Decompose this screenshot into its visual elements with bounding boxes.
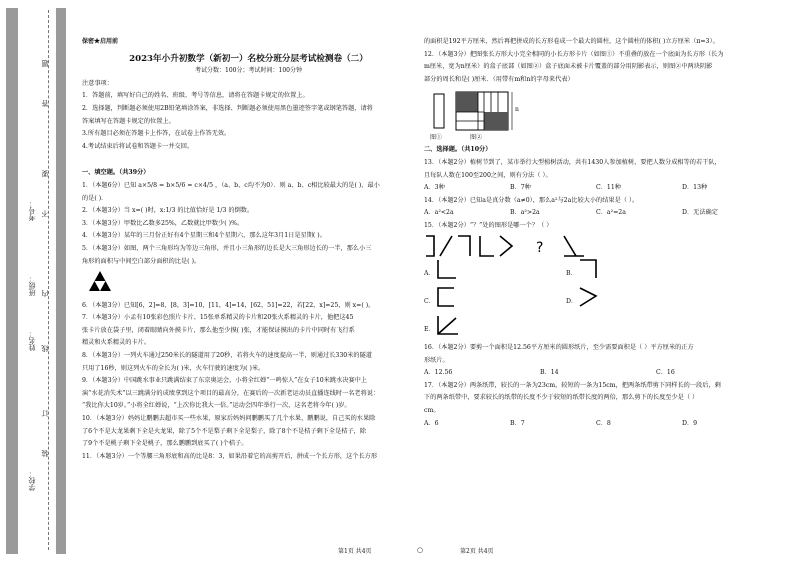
question-17-options xyxy=(424,418,780,431)
question-15: 15．（本题2分）“？”处的图形是哪一个？（ ） xyxy=(424,221,553,229)
q15-option-a-figure xyxy=(434,258,458,280)
binding-char-7: 订 xyxy=(41,410,49,417)
figure-1-caption: 图① xyxy=(430,134,443,142)
dim-n-label: n xyxy=(515,106,519,114)
question-10-cont2: 了9个不是桃子剩下全是桃子，那么鹏鹏到底买了( )个桔子。 xyxy=(82,440,248,448)
binding-char-4: 不 xyxy=(41,210,49,217)
section-1-heading: 一、填空题。（共39分） xyxy=(82,169,150,177)
q14-option-d: D．无法确定 xyxy=(682,209,718,217)
q15-block xyxy=(424,220,780,342)
question-17-cont: 下的两条纸带中，要求较长的纸带的长度不少于较短的纸带长度的两倍，那么剪下的长度至少是（ ） xyxy=(424,394,699,402)
note-2: 2．选择题，判断题必须使用2B铅笔填涂答案，非选择、判断题必须使用黑色墨迹签字笔或钢笔答题，请将 xyxy=(82,104,373,112)
binding-char-5: 内 xyxy=(41,290,49,297)
binding-margin xyxy=(0,0,68,561)
question-17-cont2: cm。 xyxy=(424,406,440,414)
question-1: 1．（本题6分）已知 a×5/8 = b×5/6 = c×4/5 ，（a、b、c均不为0）．则 a、b、c相比较最大的是( )，最小 xyxy=(82,181,380,189)
binding-strip-outer xyxy=(6,8,18,554)
right-column xyxy=(424,36,780,430)
question-12-cont2: 部分的周长和是( )厘米．（用带有m和n的字母来代表） xyxy=(424,75,574,83)
question-2: 2．（本题3分）当 x=( )时，x:1/3 的比值恰好是 1/3 的倒数。 xyxy=(82,207,254,215)
question-7: 7．（本题3分）小孟有10张彩色照片卡片、15张单系精灵的卡片和20张火系精灵的卡片，他把这45 xyxy=(82,314,354,322)
school-label: 学校： xyxy=(28,470,36,491)
id-label: 考号： xyxy=(28,200,36,221)
q15-option-c: C． xyxy=(424,297,435,305)
binding-char-6: 线 xyxy=(41,345,49,352)
question-13: 13．（本题2分）植树节到了，某市举行大型植树活动，共有1430人参加植树，要把人数分成相等的若干队， xyxy=(424,158,721,166)
question-12: 12．（本题3分）把图张长方形大小完全相同的小长方形卡片（如图①）不重叠的放在一个底面为长方形（长为 xyxy=(424,50,724,58)
left-column xyxy=(82,36,415,463)
question-8-cont: 只用了16秒，则这列火车的全长为( )米，火车行驶的速度为( )米。 xyxy=(82,364,265,372)
q13-option-a: A．3种 xyxy=(424,184,445,192)
q15-option-e-figure xyxy=(434,314,462,336)
question-11-cont: 的面积是192平方厘米，然后再把拼成的长方形卷成一个最大的圆柱，这个圆柱的体积( )立方厘米（π=3）。 xyxy=(424,38,719,45)
question-5-cont: 角形的面积与中间空白部分面积的比是( )。 xyxy=(82,257,201,265)
question-3: 3．（本题3分）甲数比乙数多25%，乙数就比甲数少( )%。 xyxy=(82,219,244,227)
figure-2-caption: 图② xyxy=(470,134,483,142)
q15-option-b: B． xyxy=(566,269,577,277)
question-9: 9．（本题3分）中国跳水事业只跳满结束了东京奥运会，小将全红婵“一鸣惊人”在女子10米跳水决赛中上 xyxy=(82,377,368,385)
question-10-cont: 了6个不是大龙果剩下全是火龙果，除了5个不是梨子剩下全是梨子，除了8个不是桔子剩下全是桔子，除 xyxy=(82,427,367,435)
question-16: 16．（本题2分）要剪一个面积是12.56平方厘米的圆形纸片，至少需要面积是（ ）平方厘米的正方 xyxy=(424,343,694,351)
question-4: 4．（本题3分）某年的三月份正好有4个星期三和4个星期六，那么这年3月1日是星期( )。 xyxy=(82,232,326,240)
question-13-options xyxy=(424,182,780,195)
q16-option-c: C．16 xyxy=(656,369,675,377)
q15-option-c-figure xyxy=(434,286,458,308)
q13-option-b: B．7种 xyxy=(510,184,531,192)
triangle-figure xyxy=(88,270,112,292)
q15-option-d-figure xyxy=(576,286,600,308)
class-label: 班级： xyxy=(28,275,36,296)
question-9-cont2: “我比你大10岁。”小将全红婵说，“上次你比我大一倍。”运动会四年举行一次，这名老将今年( )岁。 xyxy=(82,402,351,410)
section-2-heading: 二、选择题。（共10分） xyxy=(424,146,492,154)
q17-option-a: A．6 xyxy=(424,419,439,427)
question-16-options xyxy=(424,367,780,380)
q13-option-c: C．11种 xyxy=(596,184,621,192)
question-1-cont: 的是( )． xyxy=(82,194,108,202)
note-2b: 答案填写在答题卡规定的位置上。 xyxy=(82,117,175,125)
note-1: 1．答题前，填写好自己的姓名、班级、考号等信息，请将在答题卡规定的位置上。 xyxy=(82,92,309,100)
q17-option-b: B．7 xyxy=(510,419,525,427)
question-5: 5．（本题3分）如图，两个三角形均为等边三角形，并且小三角形的边长是大三角形边长的一半，那么小三 xyxy=(82,244,372,252)
svg-text:?: ? xyxy=(536,239,544,256)
q15-option-e: E． xyxy=(424,325,435,333)
q14-option-a: A．a²<2a xyxy=(424,209,454,217)
question-12-cont: m厘米，宽为n厘米）的盒子底部（如图②）盒子底面未被卡片覆盖的部分用阴影表示，则图②中两块阴影 xyxy=(424,63,713,71)
notes-title: 注意事项： xyxy=(82,79,113,87)
question-14: 14．（本题2分）已知a是真分数（a≠0），那么a²与2a比较大小的结果是（ ）。 xyxy=(424,196,639,204)
question-13-cont: 且每队人数在100至200之间，则有分法（ ）。 xyxy=(424,171,552,179)
question-17: 17．（本题2分）两条纸带，较长的一条为23cm，较短的一条为15cm，把两条纸带剪下同样长的一段后，剩 xyxy=(424,381,721,389)
page-footer-left: 第1页 共4页 xyxy=(338,548,372,555)
q15-option-a: A． xyxy=(424,269,435,277)
question-6: 6．（本题3分）已知[6，2]=8，[8，3]=10，[11，4]=14，[62，51]=22，若[22，x]=25，则 x=( )。 xyxy=(82,301,375,309)
q12-figures xyxy=(424,88,780,140)
q16-option-b: B．14 xyxy=(540,369,559,377)
q17-option-c: C．8 xyxy=(596,419,611,427)
exam-subtitle: 考试分数：100分；考试时间：100分钟 xyxy=(195,67,302,75)
question-7-cont: 张卡片放在袋子里，闭着眼睛向外摸卡片，那么他至少摸( )张，才能保证摸出的卡片中同时有飞行系 xyxy=(82,326,355,334)
q15-sequence-figure xyxy=(424,232,624,260)
binding-char-2: 答 xyxy=(41,100,49,107)
page-footer-right: 第2页 共4页 xyxy=(460,548,494,555)
q14-option-b: B．a²>2a xyxy=(510,209,540,217)
exam-title: 2023年小升初数学（新初一）名校分班分层考试检测卷（二） xyxy=(129,53,368,64)
q16-option-a: A．12.56 xyxy=(424,369,453,377)
question-7-cont2: 精灵和火系精灵的卡片。 xyxy=(82,339,151,347)
q15-option-b-figure xyxy=(576,258,600,280)
center-hole-icon: ○ xyxy=(417,546,424,554)
binding-char-1: 题 xyxy=(41,60,49,67)
figure-1-card xyxy=(430,92,450,136)
note-4: 4.考试结束后将试卷和答题卡一并交回。 xyxy=(82,142,194,150)
q13-option-d: D．13种 xyxy=(682,184,708,192)
name-label: 姓名： xyxy=(28,330,36,351)
q14-option-c: C．a²=2a xyxy=(596,209,626,217)
binding-strip-inner xyxy=(56,8,66,554)
q17-option-d: D．9 xyxy=(682,419,698,427)
question-10: 10．（本题3分）妈妈让鹏鹏去超市买一些水果，原家后妈妈问鹏鹏买了几个水果，鹏鹏说，自己买的水果除 xyxy=(82,415,376,423)
binding-char-3: 要 xyxy=(41,170,49,177)
binding-cut-line xyxy=(48,10,49,550)
figure-2-box xyxy=(454,88,524,140)
binding-char-8: 装 xyxy=(41,450,49,457)
question-9-cont: 演“水花消失术”以三跳满分的成绩拿到这个项目的最高分，在赛后的一次新老运动员直播连线时一名老将说： xyxy=(82,389,380,397)
question-16-cont: 形纸片。 xyxy=(424,356,449,364)
q15-option-d: D． xyxy=(566,297,578,305)
question-8: 8．（本题3分）一列火车通过250米长的隧道用了20秒，若将火车的速度提高一半，则通过长330米的隧道 xyxy=(82,352,372,360)
secret-mark: 保密★启用前 xyxy=(82,38,119,45)
question-14-options xyxy=(424,207,780,220)
question-11: 11．（本题3分）一个等腰三角形底和高的比是8：3，如果沿着它的高剪开后，拼成一个长方形，这个长方形 xyxy=(82,452,378,460)
note-3: 3.所有题目必须在答题卡上作答，在试卷上作答无效。 xyxy=(82,130,231,138)
